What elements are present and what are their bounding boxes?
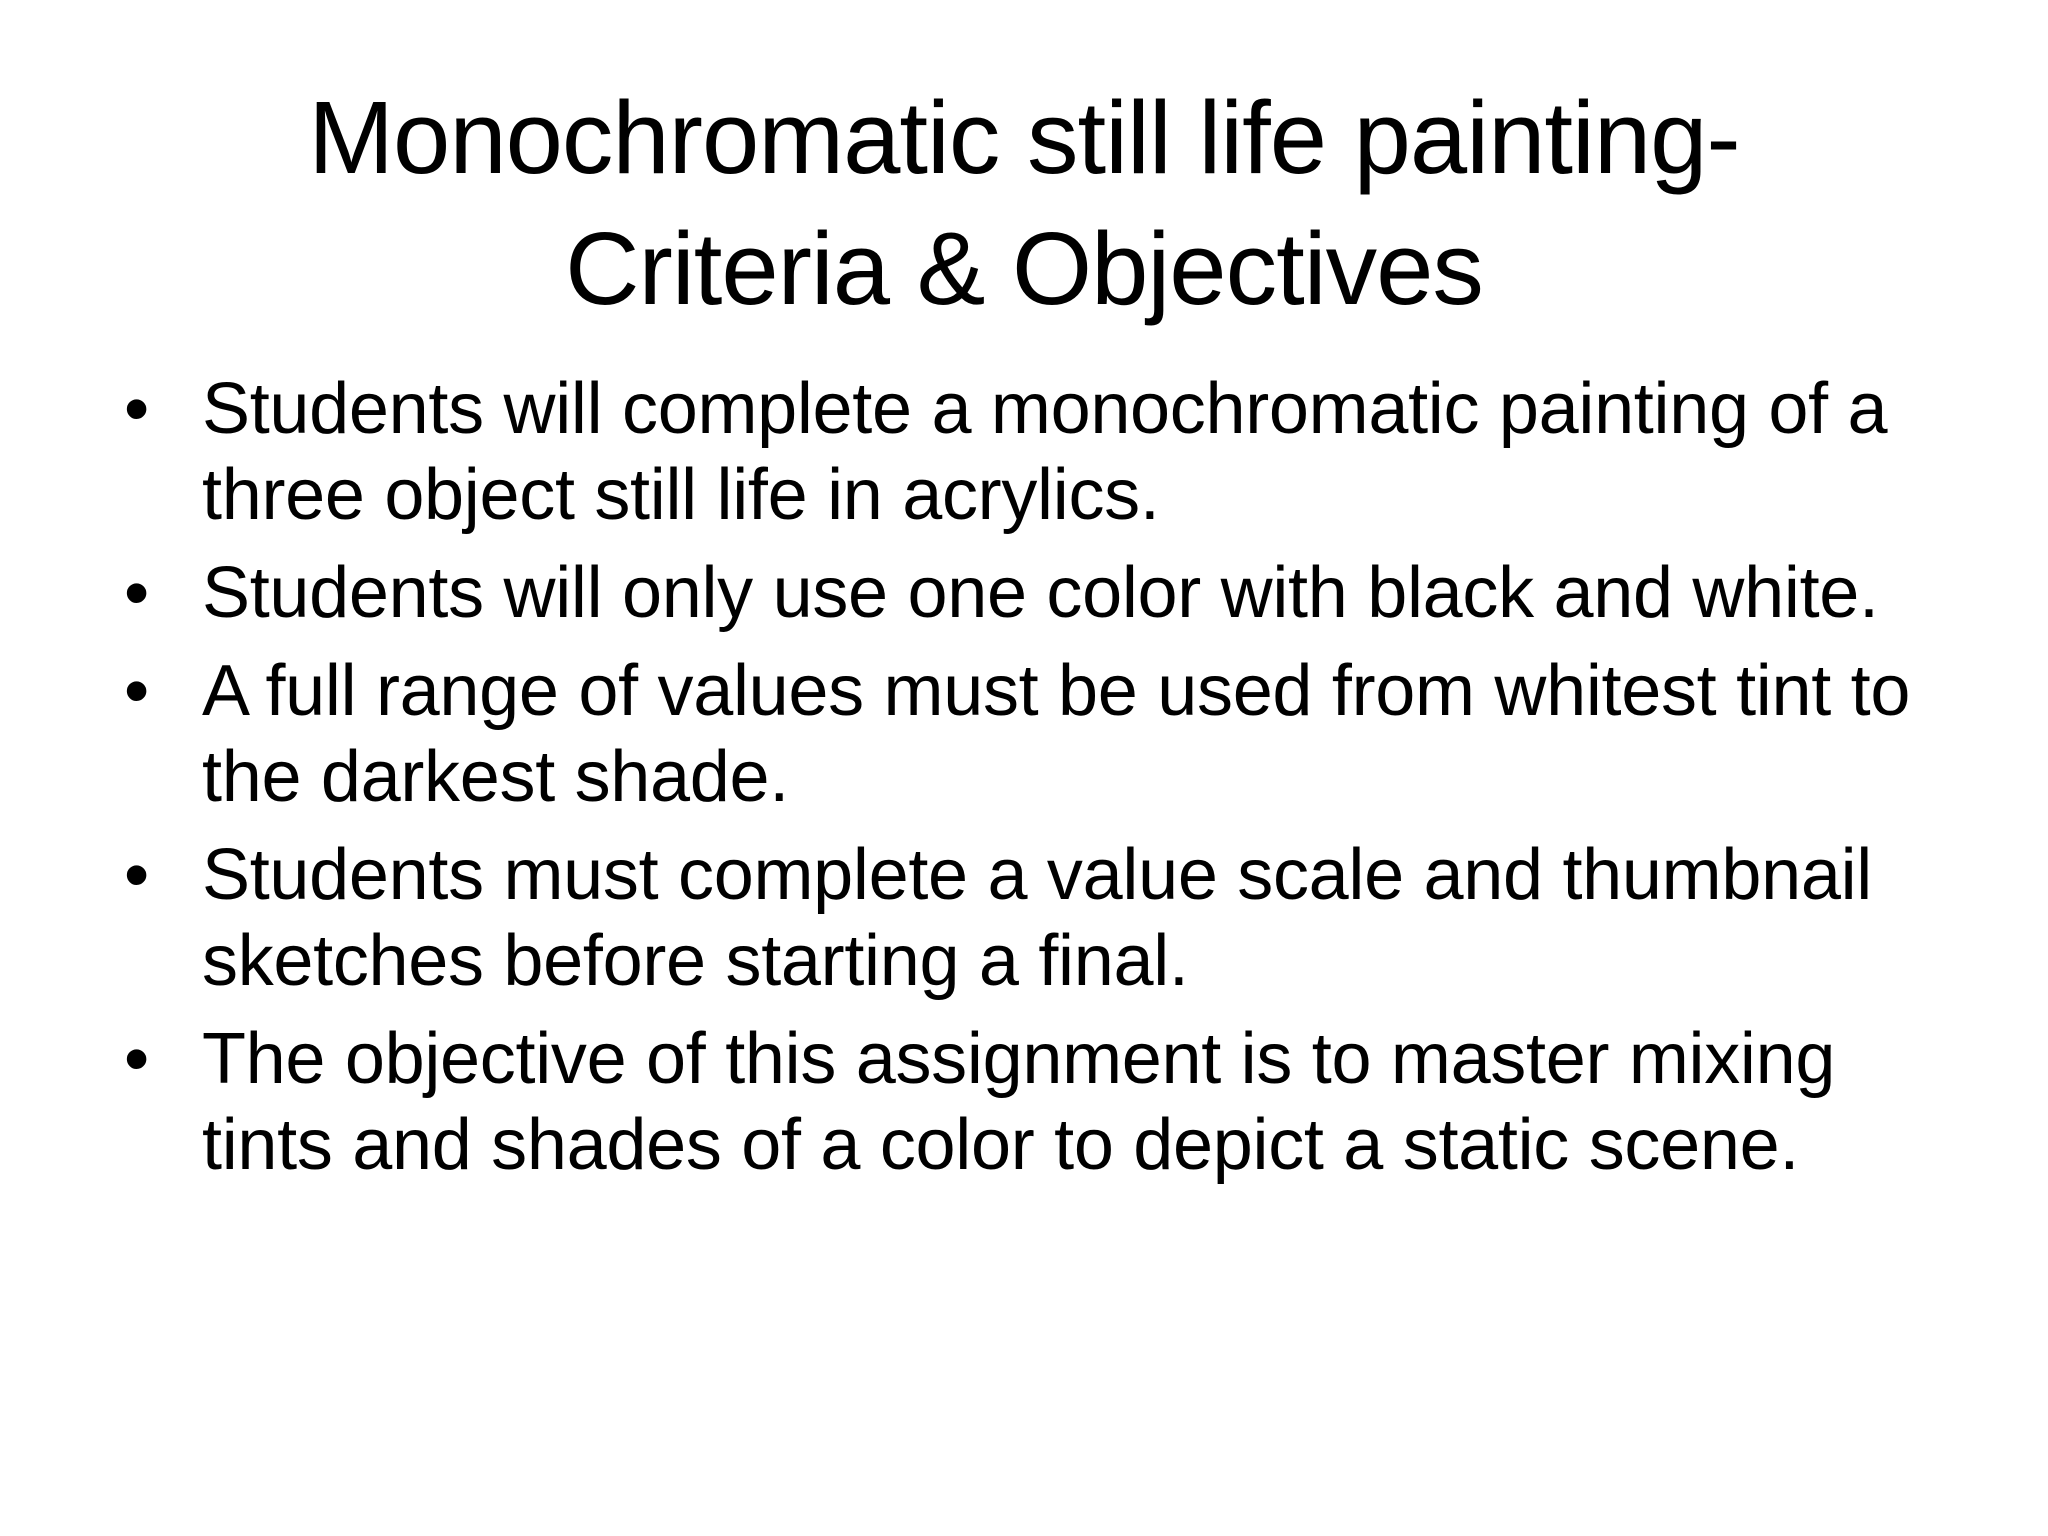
- bullet-icon: •: [124, 369, 149, 449]
- bullet-text: Students will complete a monochromatic painting of a three object still life in acrylics.: [202, 369, 1888, 535]
- list-item: [120, 832, 1960, 1004]
- slide-title-line-1: Monochromatic still life painting-: [308, 80, 1740, 195]
- bullet-text: Students will only use one color with black and white.: [202, 553, 1879, 633]
- slide-title-line-2: Criteria & Objectives: [565, 211, 1483, 326]
- bullet-icon: •: [124, 651, 149, 731]
- bullet-icon: •: [124, 835, 149, 915]
- list-item: [120, 1016, 1960, 1188]
- bullet-list: [120, 366, 1960, 1200]
- list-item: [120, 648, 1960, 820]
- list-item: [120, 550, 1960, 636]
- bullet-text: Students must complete a value scale and thumbnail sketches before starting a final.: [202, 835, 1872, 1001]
- slide-title: [160, 72, 1888, 334]
- bullet-text: A full range of values must be used from whitest tint to the darkest shade.: [202, 651, 1911, 817]
- list-item: [120, 366, 1960, 538]
- bullet-icon: •: [124, 553, 149, 633]
- bullet-text: The objective of this assignment is to master mixing tints and shades of a color to depict a static scene.: [202, 1019, 1836, 1185]
- bullet-icon: •: [124, 1019, 149, 1099]
